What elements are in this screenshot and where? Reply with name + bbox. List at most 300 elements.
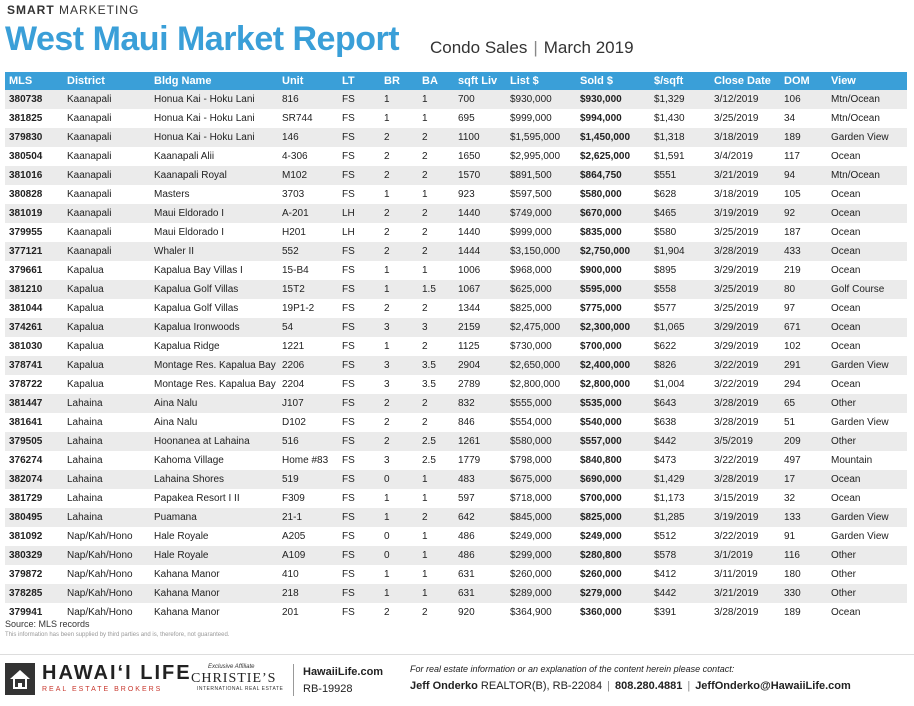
cell-ba: 2: [418, 299, 454, 318]
cell-mls[interactable]: 381030: [5, 337, 63, 356]
cell-price-per-sqft: $1,285: [650, 508, 710, 527]
cell-district: Kapalua: [63, 280, 150, 299]
cell-sold-price: $994,000: [576, 109, 650, 128]
cell-bldg-name: Montage Res. Kapalua Bay: [150, 375, 278, 394]
cell-unit: A-201: [278, 204, 338, 223]
cell-unit: SR744: [278, 109, 338, 128]
cell-price-per-sqft: $1,173: [650, 489, 710, 508]
cell-mls[interactable]: 376274: [5, 451, 63, 470]
cell-bldg-name: Kaanapali Royal: [150, 166, 278, 185]
cell-unit: 519: [278, 470, 338, 489]
cell-br: 2: [380, 394, 418, 413]
cell-bldg-name: Honua Kai - Hoku Lani: [150, 90, 278, 109]
cell-sqft-liv: 846: [454, 413, 506, 432]
cell-sqft-liv: 1261: [454, 432, 506, 451]
cell-view: Ocean: [827, 375, 907, 394]
cell-close-date: 3/21/2019: [710, 166, 780, 185]
cell-price-per-sqft: $895: [650, 261, 710, 280]
brand-name: HAWAI‘I LIFE: [42, 662, 192, 684]
cell-dom: 189: [780, 603, 827, 622]
cell-price-per-sqft: $412: [650, 565, 710, 584]
cell-bldg-name: Montage Res. Kapalua Bay: [150, 356, 278, 375]
column-header-br: BR: [380, 72, 418, 90]
cell-lt: FS: [338, 185, 380, 204]
cell-ba: 1: [418, 90, 454, 109]
cell-dom: 291: [780, 356, 827, 375]
brand-tagline: REAL ESTATE BROKERS: [42, 686, 163, 693]
cell-mls[interactable]: 380738: [5, 90, 63, 109]
cell-mls[interactable]: 374261: [5, 318, 63, 337]
cell-price-per-sqft: $465: [650, 204, 710, 223]
cell-sqft-liv: 2159: [454, 318, 506, 337]
subtitle-separator: |: [533, 38, 538, 57]
cell-ba: 2: [418, 337, 454, 356]
cell-price-per-sqft: $643: [650, 394, 710, 413]
cell-mls[interactable]: 381447: [5, 394, 63, 413]
cell-bldg-name: Aina Nalu: [150, 394, 278, 413]
column-header-close-date: Close Date: [710, 72, 780, 90]
cell-br: 2: [380, 166, 418, 185]
cell-unit: F309: [278, 489, 338, 508]
cell-mls[interactable]: 379941: [5, 603, 63, 622]
cell-mls[interactable]: 381016: [5, 166, 63, 185]
cell-sold-price: $775,000: [576, 299, 650, 318]
cell-ba: 2: [418, 603, 454, 622]
cell-dom: 133: [780, 508, 827, 527]
cell-mls[interactable]: 381641: [5, 413, 63, 432]
cell-sqft-liv: 1440: [454, 204, 506, 223]
cell-bldg-name: Honua Kai - Hoku Lani: [150, 128, 278, 147]
license-number: RB-19928: [303, 683, 353, 695]
cell-mls[interactable]: 382074: [5, 470, 63, 489]
cell-lt: FS: [338, 261, 380, 280]
cell-mls[interactable]: 381729: [5, 489, 63, 508]
cell-mls[interactable]: 378741: [5, 356, 63, 375]
cell-br: 2: [380, 299, 418, 318]
cell-lt: FS: [338, 603, 380, 622]
table-row: [5, 451, 907, 470]
cell-district: Kaanapali: [63, 147, 150, 166]
cell-sqft-liv: 631: [454, 565, 506, 584]
cell-view: Mtn/Ocean: [827, 109, 907, 128]
cell-close-date: 3/11/2019: [710, 565, 780, 584]
cell-district: Nap/Kah/Hono: [63, 584, 150, 603]
cell-close-date: 3/15/2019: [710, 489, 780, 508]
cell-unit: 21-1: [278, 508, 338, 527]
table-row: [5, 128, 907, 147]
column-header-list-price: List $: [506, 72, 576, 90]
cell-view: Garden View: [827, 527, 907, 546]
cell-ba: 3.5: [418, 375, 454, 394]
cell-view: Garden View: [827, 508, 907, 527]
cell-lt: FS: [338, 413, 380, 432]
cell-ba: 1: [418, 185, 454, 204]
cell-close-date: 3/25/2019: [710, 280, 780, 299]
cell-bldg-name: Kahoma Village: [150, 451, 278, 470]
cell-unit: 2204: [278, 375, 338, 394]
cell-mls[interactable]: 380329: [5, 546, 63, 565]
cell-close-date: 3/29/2019: [710, 337, 780, 356]
cell-mls[interactable]: 381092: [5, 527, 63, 546]
cell-dom: 497: [780, 451, 827, 470]
cell-view: Other: [827, 546, 907, 565]
cell-ba: 1: [418, 546, 454, 565]
cell-bldg-name: Whaler II: [150, 242, 278, 261]
cell-list-price: $930,000: [506, 90, 576, 109]
cell-district: Lahaina: [63, 489, 150, 508]
cell-sqft-liv: 483: [454, 470, 506, 489]
cell-ba: 1: [418, 489, 454, 508]
cell-lt: FS: [338, 546, 380, 565]
cell-sold-price: $249,000: [576, 527, 650, 546]
column-header-ba: BA: [418, 72, 454, 90]
cell-br: 0: [380, 527, 418, 546]
cell-sold-price: $1,450,000: [576, 128, 650, 147]
cell-dom: 97: [780, 299, 827, 318]
cell-unit: 816: [278, 90, 338, 109]
cell-close-date: 3/4/2019: [710, 147, 780, 166]
table-row: [5, 356, 907, 375]
cell-mls[interactable]: 381825: [5, 109, 63, 128]
cell-lt: FS: [338, 299, 380, 318]
cell-dom: 65: [780, 394, 827, 413]
cell-price-per-sqft: $442: [650, 432, 710, 451]
cell-unit: D102: [278, 413, 338, 432]
cell-mls[interactable]: 379955: [5, 223, 63, 242]
cell-close-date: 3/28/2019: [710, 413, 780, 432]
cell-price-per-sqft: $1,318: [650, 128, 710, 147]
cell-unit: 516: [278, 432, 338, 451]
table-row: [5, 223, 907, 242]
table-row: [5, 603, 907, 622]
cell-view: Mountain: [827, 451, 907, 470]
cell-ba: 2: [418, 508, 454, 527]
cell-mls[interactable]: 381210: [5, 280, 63, 299]
cell-list-price: $968,000: [506, 261, 576, 280]
cell-br: 1: [380, 185, 418, 204]
cell-price-per-sqft: $628: [650, 185, 710, 204]
cell-ba: 1: [418, 565, 454, 584]
cell-lt: FS: [338, 584, 380, 603]
cell-sold-price: $2,750,000: [576, 242, 650, 261]
cell-sold-price: $360,000: [576, 603, 650, 622]
cell-sold-price: $580,000: [576, 185, 650, 204]
cell-sqft-liv: 923: [454, 185, 506, 204]
cell-br: 3: [380, 451, 418, 470]
cell-mls[interactable]: 377121: [5, 242, 63, 261]
cell-close-date: 3/28/2019: [710, 242, 780, 261]
cell-sold-price: $835,000: [576, 223, 650, 242]
cell-unit: M102: [278, 166, 338, 185]
cell-view: Other: [827, 394, 907, 413]
cell-district: Kapalua: [63, 375, 150, 394]
cell-price-per-sqft: $473: [650, 451, 710, 470]
cell-dom: 117: [780, 147, 827, 166]
cell-dom: 187: [780, 223, 827, 242]
cell-br: 0: [380, 470, 418, 489]
cell-view: Other: [827, 584, 907, 603]
cell-lt: LH: [338, 223, 380, 242]
cell-br: 2: [380, 413, 418, 432]
cell-district: Nap/Kah/Hono: [63, 565, 150, 584]
cell-bldg-name: Maui Eldorado I: [150, 223, 278, 242]
cell-district: Kapalua: [63, 356, 150, 375]
cell-unit: 552: [278, 242, 338, 261]
cell-price-per-sqft: $442: [650, 584, 710, 603]
cell-list-price: $730,000: [506, 337, 576, 356]
cell-sqft-liv: 2904: [454, 356, 506, 375]
cell-close-date: 3/22/2019: [710, 451, 780, 470]
cell-sold-price: $670,000: [576, 204, 650, 223]
cell-dom: 219: [780, 261, 827, 280]
cell-district: Kaanapali: [63, 166, 150, 185]
cell-district: Lahaina: [63, 508, 150, 527]
cell-mls[interactable]: 379872: [5, 565, 63, 584]
cell-unit: 218: [278, 584, 338, 603]
cell-sold-price: $2,400,000: [576, 356, 650, 375]
cell-district: Kapalua: [63, 299, 150, 318]
cell-mls[interactable]: 381019: [5, 204, 63, 223]
cell-lt: FS: [338, 375, 380, 394]
table-row: [5, 584, 907, 603]
agent-email[interactable]: JeffOnderko@HawaiiLife.com: [695, 680, 851, 692]
cell-unit: J107: [278, 394, 338, 413]
cell-br: 2: [380, 223, 418, 242]
agent-title: REALTOR(B), RB-22084: [477, 680, 603, 692]
cell-view: Ocean: [827, 261, 907, 280]
cell-unit: 201: [278, 603, 338, 622]
disclaimer: This information has been supplied by third parties and is, therefore, not guaranteed.: [5, 632, 230, 638]
column-header-mls: MLS: [5, 72, 63, 90]
cell-lt: FS: [338, 242, 380, 261]
cell-mls[interactable]: 378285: [5, 584, 63, 603]
cell-price-per-sqft: $558: [650, 280, 710, 299]
cell-price-per-sqft: $638: [650, 413, 710, 432]
cell-unit: A205: [278, 527, 338, 546]
cell-lt: FS: [338, 147, 380, 166]
cell-bldg-name: Hale Royale: [150, 527, 278, 546]
cell-sold-price: $825,000: [576, 508, 650, 527]
cell-district: Kaanapali: [63, 242, 150, 261]
cell-sqft-liv: 1067: [454, 280, 506, 299]
cell-price-per-sqft: $580: [650, 223, 710, 242]
cell-ba: 2: [418, 223, 454, 242]
cell-sqft-liv: 1444: [454, 242, 506, 261]
column-header-unit: Unit: [278, 72, 338, 90]
cell-sold-price: $700,000: [576, 489, 650, 508]
cell-unit: H201: [278, 223, 338, 242]
cell-lt: FS: [338, 527, 380, 546]
cell-district: Kapalua: [63, 318, 150, 337]
cell-br: 2: [380, 242, 418, 261]
cell-mls[interactable]: 380495: [5, 508, 63, 527]
cell-bldg-name: Kapalua Ironwoods: [150, 318, 278, 337]
cell-district: Lahaina: [63, 451, 150, 470]
cell-ba: 2: [418, 413, 454, 432]
cell-br: 3: [380, 356, 418, 375]
cell-list-price: $891,500: [506, 166, 576, 185]
cell-bldg-name: Puamana: [150, 508, 278, 527]
cell-view: Ocean: [827, 185, 907, 204]
cell-unit: 2206: [278, 356, 338, 375]
cell-sold-price: $535,000: [576, 394, 650, 413]
cell-sold-price: $864,750: [576, 166, 650, 185]
cell-br: 1: [380, 261, 418, 280]
cell-br: 2: [380, 204, 418, 223]
cell-sqft-liv: 1570: [454, 166, 506, 185]
contact-separator: |: [607, 680, 611, 692]
cell-sold-price: $557,000: [576, 432, 650, 451]
cell-sold-price: $930,000: [576, 90, 650, 109]
cell-dom: 34: [780, 109, 827, 128]
cell-br: 2: [380, 603, 418, 622]
cell-ba: 1: [418, 527, 454, 546]
cell-close-date: 3/18/2019: [710, 128, 780, 147]
cell-bldg-name: Papakea Resort I II: [150, 489, 278, 508]
table-header-row: [5, 72, 907, 90]
table-row: [5, 90, 907, 109]
cell-sold-price: $2,800,000: [576, 375, 650, 394]
cell-bldg-name: Kapalua Bay Villas I: [150, 261, 278, 280]
cell-dom: 671: [780, 318, 827, 337]
cell-sqft-liv: 1344: [454, 299, 506, 318]
cell-unit: Home #83: [278, 451, 338, 470]
cell-price-per-sqft: $1,430: [650, 109, 710, 128]
cell-sqft-liv: 1100: [454, 128, 506, 147]
cell-sqft-liv: 1125: [454, 337, 506, 356]
cell-view: Mtn/Ocean: [827, 166, 907, 185]
cell-lt: FS: [338, 356, 380, 375]
cell-bldg-name: Kahana Manor: [150, 565, 278, 584]
cell-list-price: $825,000: [506, 299, 576, 318]
table-body: [5, 90, 907, 622]
cell-sqft-liv: 486: [454, 527, 506, 546]
cell-list-price: $2,995,000: [506, 147, 576, 166]
cell-list-price: $798,000: [506, 451, 576, 470]
cell-br: 2: [380, 147, 418, 166]
table-row: [5, 489, 907, 508]
cell-view: Ocean: [827, 242, 907, 261]
cell-sqft-liv: 920: [454, 603, 506, 622]
cell-sqft-liv: 2789: [454, 375, 506, 394]
cell-bldg-name: Hale Royale: [150, 546, 278, 565]
cell-list-price: $555,000: [506, 394, 576, 413]
cell-dom: 189: [780, 128, 827, 147]
cell-br: 2: [380, 432, 418, 451]
agent-phone[interactable]: 808.280.4881: [615, 680, 683, 692]
cell-ba: 3.5: [418, 356, 454, 375]
cell-view: Ocean: [827, 223, 907, 242]
website-link[interactable]: HawaiiLife.com: [303, 666, 384, 678]
footer-divider: [0, 654, 914, 655]
cell-view: Garden View: [827, 128, 907, 147]
column-header-sqft-liv: sqft Liv: [454, 72, 506, 90]
cell-price-per-sqft: $622: [650, 337, 710, 356]
cell-view: Ocean: [827, 489, 907, 508]
cell-close-date: 3/28/2019: [710, 470, 780, 489]
cell-bldg-name: Kaanapali Alii: [150, 147, 278, 166]
cell-close-date: 3/25/2019: [710, 109, 780, 128]
cell-dom: 294: [780, 375, 827, 394]
cell-list-price: $260,000: [506, 565, 576, 584]
affiliate-subtitle: INTERNATIONAL REAL ESTATE: [197, 686, 284, 692]
cell-district: Nap/Kah/Hono: [63, 546, 150, 565]
table-row: [5, 109, 907, 128]
cell-view: Golf Course: [827, 280, 907, 299]
house-icon: [5, 663, 35, 695]
cell-unit: 19P1-2: [278, 299, 338, 318]
cell-close-date: 3/5/2019: [710, 432, 780, 451]
cell-view: Ocean: [827, 603, 907, 622]
cell-bldg-name: Lahaina Shores: [150, 470, 278, 489]
cell-view: Ocean: [827, 204, 907, 223]
cell-dom: 91: [780, 527, 827, 546]
cell-mls[interactable]: 380828: [5, 185, 63, 204]
table-row: [5, 299, 907, 318]
cell-mls[interactable]: 378722: [5, 375, 63, 394]
cell-br: 1: [380, 337, 418, 356]
cell-ba: 1: [418, 109, 454, 128]
table-row: [5, 508, 907, 527]
cell-br: 3: [380, 318, 418, 337]
cell-br: 1: [380, 565, 418, 584]
cell-dom: 105: [780, 185, 827, 204]
column-header-district: District: [63, 72, 150, 90]
footer-separator: [293, 664, 294, 696]
cell-br: 1: [380, 489, 418, 508]
cell-district: Kaanapali: [63, 128, 150, 147]
table-row: [5, 166, 907, 185]
contact-line: [410, 680, 851, 692]
cell-mls[interactable]: 381044: [5, 299, 63, 318]
cell-sold-price: $690,000: [576, 470, 650, 489]
cell-mls[interactable]: 379830: [5, 128, 63, 147]
cell-sqft-liv: 695: [454, 109, 506, 128]
cell-close-date: 3/19/2019: [710, 204, 780, 223]
cell-view: Ocean: [827, 318, 907, 337]
cell-dom: 92: [780, 204, 827, 223]
cell-lt: FS: [338, 90, 380, 109]
cell-list-price: $718,000: [506, 489, 576, 508]
cell-list-price: $289,000: [506, 584, 576, 603]
page-title: West Maui Market Report: [5, 20, 400, 58]
sales-table: [5, 72, 907, 622]
cell-list-price: $597,500: [506, 185, 576, 204]
cell-bldg-name: Maui Eldorado I: [150, 204, 278, 223]
cell-close-date: 3/25/2019: [710, 299, 780, 318]
column-header-dom: DOM: [780, 72, 827, 90]
cell-dom: 330: [780, 584, 827, 603]
cell-list-price: $845,000: [506, 508, 576, 527]
cell-lt: FS: [338, 451, 380, 470]
cell-ba: 3: [418, 318, 454, 337]
cell-mls[interactable]: 379661: [5, 261, 63, 280]
cell-sold-price: $900,000: [576, 261, 650, 280]
cell-view: Ocean: [827, 147, 907, 166]
cell-mls[interactable]: 380504: [5, 147, 63, 166]
cell-close-date: 3/22/2019: [710, 356, 780, 375]
column-header-view: View: [827, 72, 907, 90]
cell-mls[interactable]: 379505: [5, 432, 63, 451]
cell-sqft-liv: 1006: [454, 261, 506, 280]
cell-unit: 15T2: [278, 280, 338, 299]
cell-price-per-sqft: $1,591: [650, 147, 710, 166]
table-row: [5, 394, 907, 413]
table-row: [5, 413, 907, 432]
cell-close-date: 3/21/2019: [710, 584, 780, 603]
cell-lt: FS: [338, 109, 380, 128]
cell-sold-price: $540,000: [576, 413, 650, 432]
